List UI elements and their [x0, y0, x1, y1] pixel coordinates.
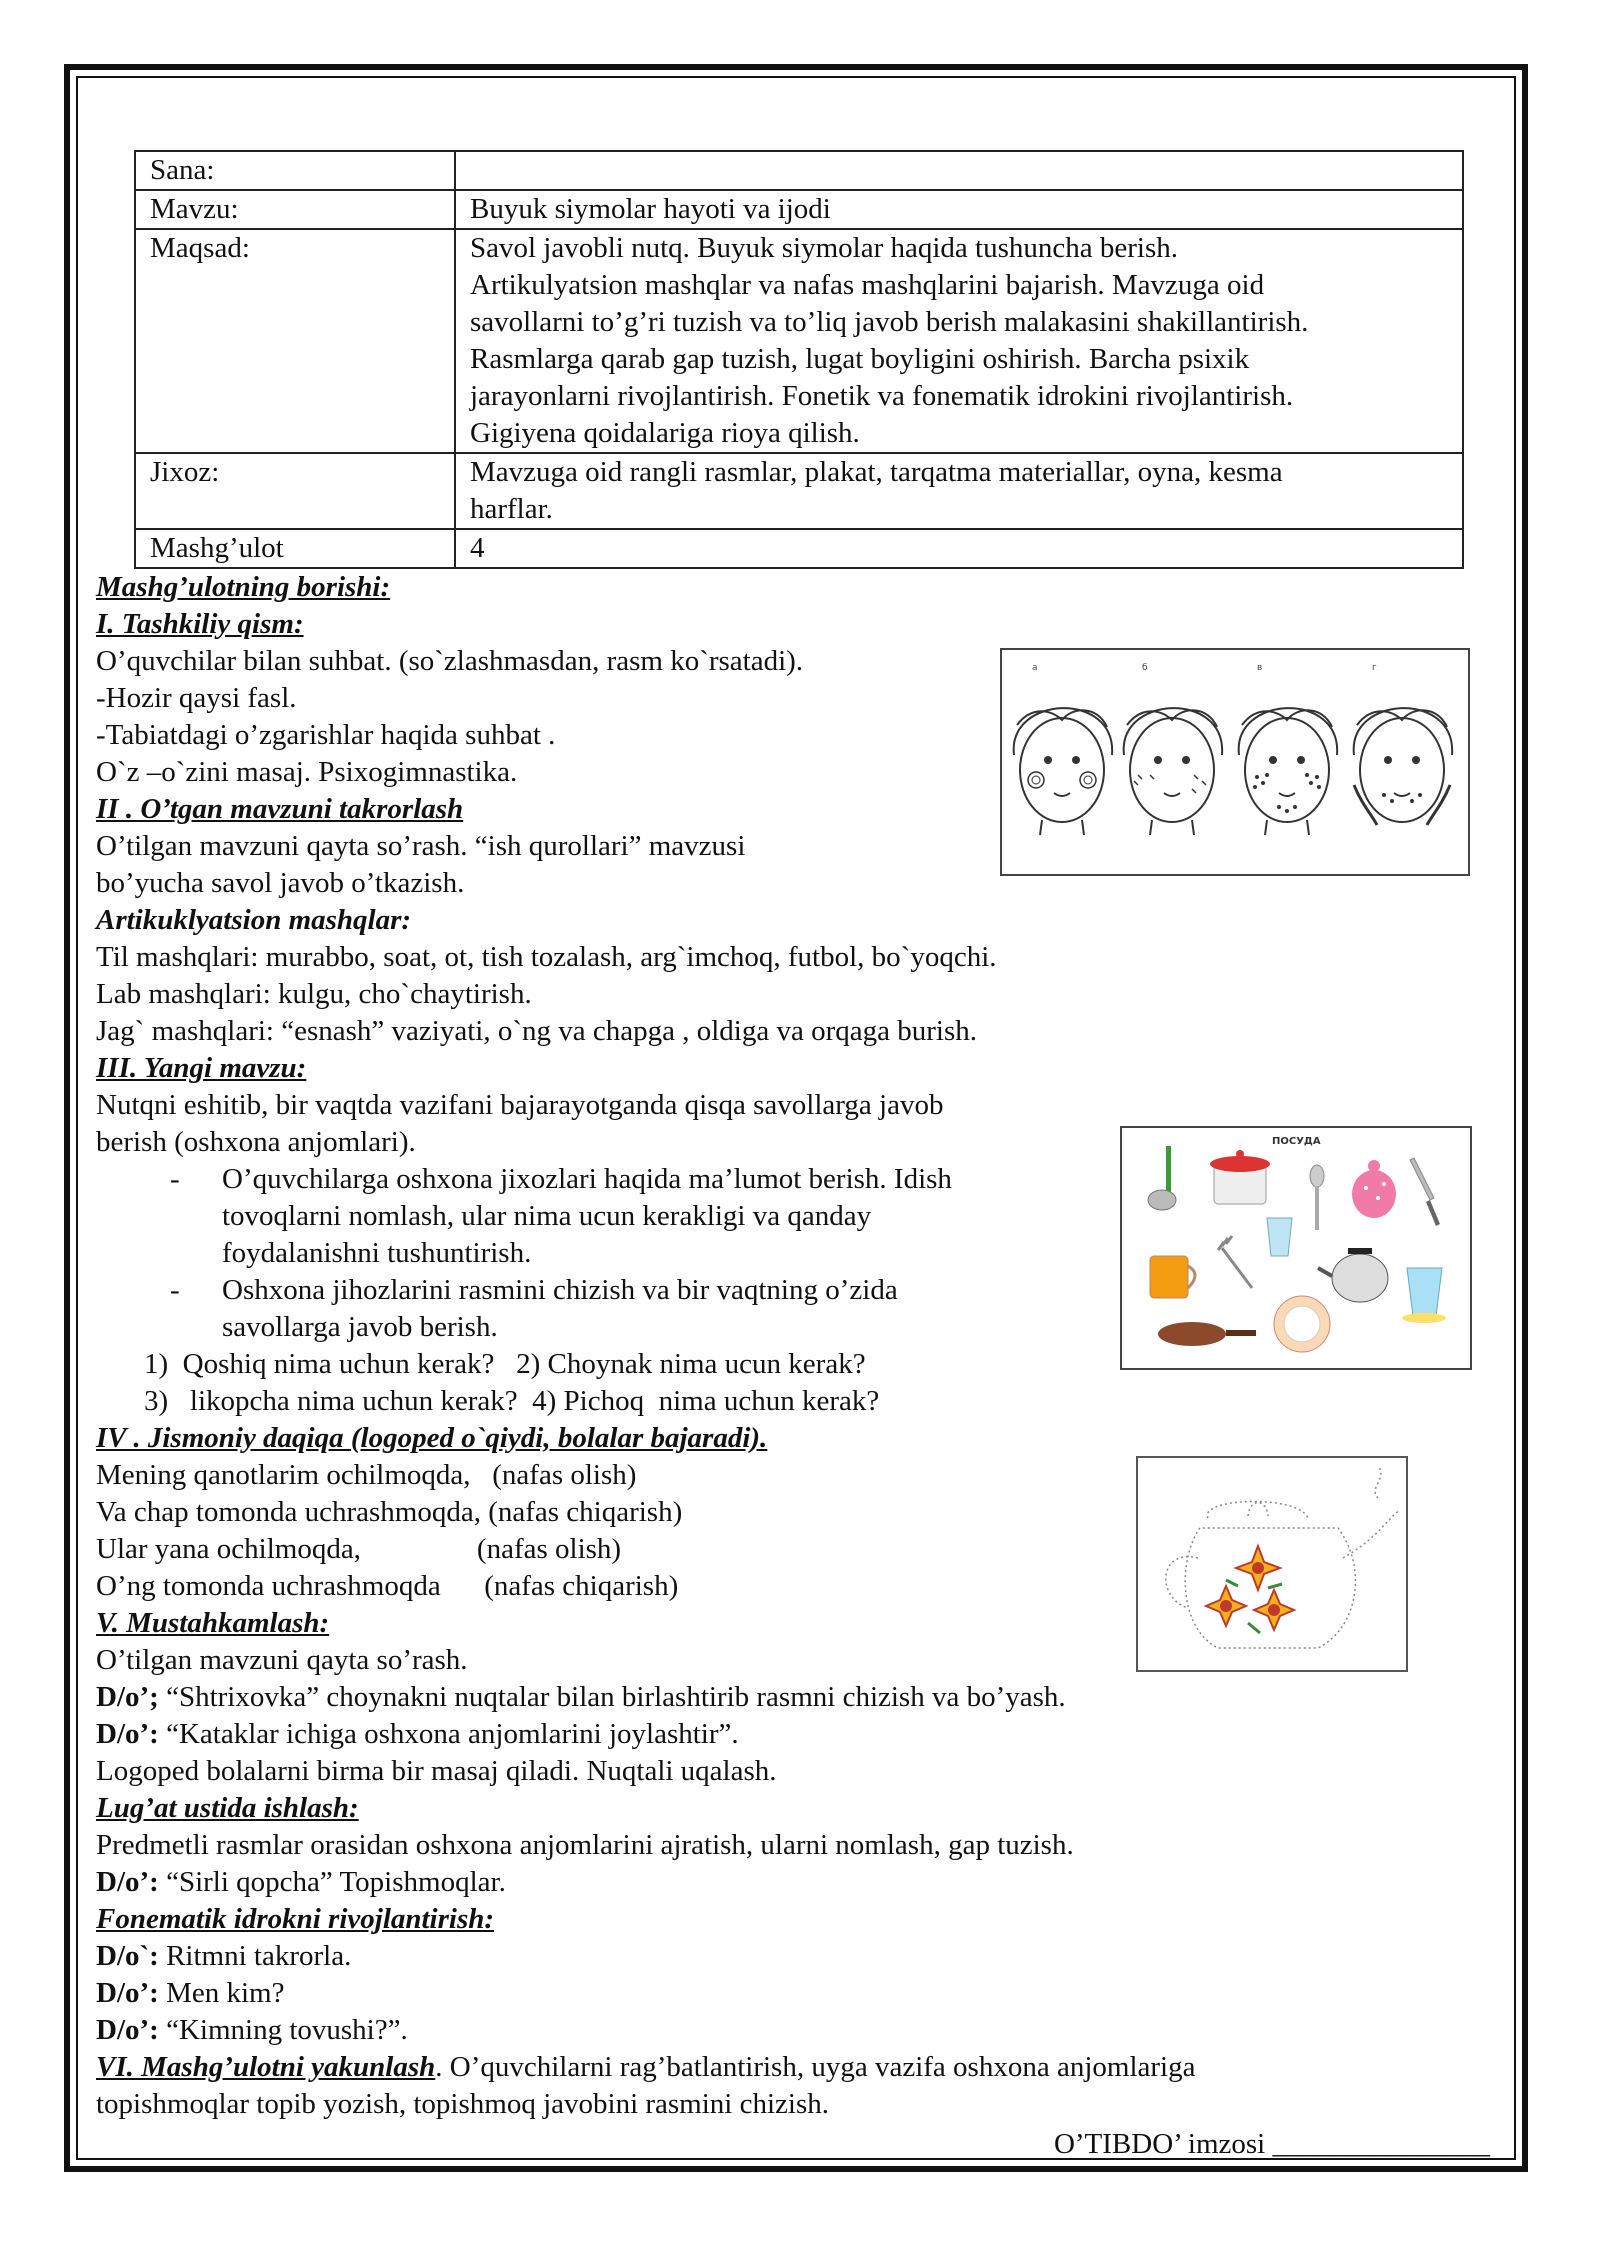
text-line: [96, 1975, 1496, 2012]
signature-line: O’TIBDO’ imzosi _______________: [1053, 2128, 1490, 2160]
table-row: [135, 229, 1463, 453]
label-mavzu: Mavzu:: [135, 190, 455, 229]
text-line: jarayonlarni rivojlantirish. Fonetik va fonematik idrokini rivojlantirish.: [470, 380, 1294, 412]
face-label: a: [1032, 663, 1038, 673]
value-mavzu: Buyuk siymolar hayoti va ijodi: [455, 190, 1463, 229]
text-line: Rasmlarga qarab gap tuzish, lugat boyligini oshirish. Barcha psixik: [470, 343, 1250, 375]
text-line: Nutqni eshitib, bir vaqtda vazifani bajarayotganda qisqa savollarga javob: [96, 1089, 944, 1121]
text-line: topishmoqlar topib yozish, topishmoq javobini rasmini chizish.: [96, 2088, 830, 2120]
flower-decoration: [1206, 1546, 1294, 1633]
heading-takrorlash: II . O’tgan mavzuni takrorlash: [96, 793, 464, 825]
text-line: Jag` mashqlari: “esnash” vaziyati, o`ng va chapga , oldiga va orqaga burish.: [96, 1015, 977, 1047]
question-line: 3) likopcha nima uchun kerak? 4) Pichoq nima uchun kerak?: [144, 1385, 880, 1417]
heading-yakunlash: VI. Mashg’ulotni yakunlash: [96, 2051, 436, 2083]
exercise-line: Va chap tomonda uchrashmoqda, (nafas chiqarish): [96, 1496, 683, 1528]
text-line: - Oshxona jihozlarini rasmini chizish va bir vaqtning o’zida: [222, 1274, 898, 1306]
table-row: [135, 453, 1463, 529]
face-3: [1239, 708, 1337, 835]
text-line: harflar.: [470, 493, 553, 525]
do-text: “Shtrixovka” choynakni nuqtalar bilan birlashtirib rasmni chizish va bo’yash.: [158, 1681, 1066, 1713]
text-line: Gigiyena qoidalariga rioya qilish.: [470, 417, 860, 449]
heading-fonematik: Fonematik idrokni rivojlantirish:: [96, 1903, 495, 1935]
face-label: в: [1257, 663, 1263, 673]
text-line: O’quvchilar bilan suhbat. (so`zlashmasdan, rasm ko`rsatadi).: [96, 645, 804, 677]
heading-artikulyatsion: Artikuklyatsion mashqlar:: [96, 904, 412, 936]
text-line: Savol javobli nutq. Buyuk siymolar haqida tushuncha berish.: [470, 232, 1178, 264]
cup-blue-icon: [1402, 1268, 1446, 1323]
text-line: savollarni to’g’ri tuzish va to’liq javob berish malakasini shakillantirish.: [470, 306, 1309, 338]
exercise-line: Ular yana ochilmoqda, (nafas olish): [96, 1533, 622, 1565]
heading-jismoniy: IV . Jismoniy daqiqa (logoped o`qiydi, bolalar bajaradi).: [96, 1422, 768, 1454]
text-line: -Hozir qaysi fasl.: [96, 682, 297, 714]
poster-title: ПОСУДА: [1272, 1136, 1321, 1147]
text-line: O`z –o`zini masaj. Psixogimnastika.: [96, 756, 518, 788]
table-row: [135, 151, 1463, 190]
frying-pan-icon: [1158, 1322, 1256, 1346]
text-line: Logoped bolalarni birma bir masaj qiladi. Nuqtali uqalash.: [96, 1755, 777, 1787]
label-jixoz: Jixoz:: [135, 453, 455, 529]
text-line: bo’yucha savol javob o’tkazish.: [96, 867, 465, 899]
heading-tashkiliy: I. Tashkiliy qism:: [96, 608, 304, 640]
ladle-icon: [1148, 1146, 1176, 1210]
text-line: [96, 1864, 1496, 1901]
text-line: Predmetli rasmlar orasidan oshxona anjomlarini ajratish, ularni nomlash, gap tuzish.: [96, 1829, 1074, 1861]
text-line: [96, 1938, 1496, 1975]
knife-icon: [1410, 1158, 1440, 1226]
face-4: [1354, 708, 1452, 825]
do-label: D/o’:: [96, 1866, 159, 1898]
mug-icon: [1150, 1256, 1195, 1298]
do-label: D/o’:: [96, 2014, 159, 2046]
table-row: [135, 529, 1463, 568]
heading-borishi: Mashg’ulotning borishi:: [96, 571, 391, 603]
heading-lugat: Lug’at ustida ishlash:: [96, 1792, 359, 1824]
text-line: Til mashqlari: murabbo, soat, ot, tish tozalash, arg`imchoq, futbol, bo`yoqchi.: [96, 941, 997, 973]
text-run: . O’quvchilarni rag’batlantirish, uyga vazifa oshxona anjomlariga: [435, 2051, 1196, 2083]
do-text: “Kataklar ichiga oshxona anjomlarini joylashtir”.: [158, 1718, 739, 1750]
utensils-illustration: [1122, 1128, 1470, 1368]
do-text: Men kim?: [158, 1977, 285, 2009]
question-line: 1) Qoshiq nima uchun kerak? 2) Choynak nima ucun kerak?: [144, 1348, 866, 1380]
teapot-illustration: [1138, 1458, 1406, 1670]
teapot-pink-icon: [1352, 1160, 1396, 1218]
value-sana: [455, 151, 1463, 190]
text-line: [96, 1716, 1496, 1753]
kitchen-utensils-poster: [1120, 1126, 1472, 1370]
list-item: [96, 1272, 982, 1346]
exercise-line: O’ng tomonda uchrashmoqda (nafas chiqarish): [96, 1570, 679, 1602]
label-maqsad: Maqsad:: [135, 229, 455, 453]
value-jixoz: [455, 453, 1463, 529]
text-line: foydalanishni tushuntirish.: [222, 1237, 532, 1269]
text-line: -Tabiatdagi o’zgarishlar haqida suhbat .: [96, 719, 556, 751]
text-line: Artikulyatsion mashqlar va nafas mashqlarini bajarish. Mavzuga oid: [470, 269, 1265, 301]
heading-mustahkamlash: V. Mustahkamlash:: [96, 1607, 330, 1639]
plate-icon: [1274, 1296, 1330, 1352]
do-label: D/o`:: [96, 1940, 159, 1972]
table-row: [135, 190, 1463, 229]
value-maqsad: [455, 229, 1463, 453]
text-line: berish (oshxona anjomlari).: [96, 1126, 416, 1158]
exercise-line: Mening qanotlarim ochilmoqda, (nafas olish): [96, 1459, 637, 1491]
text-line: [96, 1679, 1496, 1716]
value-mashgulot: 4: [455, 529, 1463, 568]
text-line: Mavzuga oid rangli rasmlar, plakat, tarqatma materiallar, oyna, kesma: [470, 456, 1283, 488]
spoon-icon: [1310, 1165, 1324, 1230]
lesson-info-table: [134, 150, 1464, 569]
text-line: Lab mashqlari: kulgu, cho`chaytirish.: [96, 978, 532, 1010]
face-1: [1014, 708, 1112, 835]
text-line: savollarga javob berish.: [222, 1311, 498, 1343]
label-sana: Sana:: [135, 151, 455, 190]
text-line: [96, 2012, 1496, 2049]
faces-massage-image: [1000, 648, 1470, 876]
do-text: Ritmni takrorla.: [158, 1940, 352, 1972]
text-line: - O’quvchilarga oshxona jixozlari haqida ma’lumot berish. Idish: [222, 1163, 952, 1195]
pot-icon: [1210, 1150, 1270, 1204]
do-text: “Sirli qopcha” Topishmoqlar.: [158, 1866, 506, 1898]
teapot-dotted-image: [1136, 1456, 1408, 1672]
list-item: [96, 1161, 982, 1272]
face-2: [1124, 708, 1222, 835]
do-label: D/o’;: [96, 1681, 159, 1713]
heading-yangi-mavzu: III. Yangi mavzu:: [96, 1052, 307, 1084]
kettle-icon: [1318, 1248, 1388, 1302]
text-line: O’tilgan mavzuni qayta so’rash.: [96, 1644, 468, 1676]
do-text: “Kimning tovushi?”.: [158, 2014, 408, 2046]
text-line: [96, 2049, 1496, 2086]
glass-icon: [1267, 1218, 1292, 1256]
fork-icon: [1218, 1236, 1252, 1288]
do-label: D/o’:: [96, 1977, 159, 2009]
label-mashgulot: Mashg’ulot: [135, 529, 455, 568]
text-line: tovoqlarni nomlash, ular nima ucun kerakligi va qanday: [222, 1200, 872, 1232]
text-line: O’tilgan mavzuni qayta so’rash. “ish qurollari” mavzusi: [96, 830, 746, 862]
face-label: б: [1142, 663, 1148, 673]
faces-illustration: [1002, 650, 1468, 874]
face-label: г: [1372, 663, 1377, 673]
do-label: D/o’:: [96, 1718, 159, 1750]
